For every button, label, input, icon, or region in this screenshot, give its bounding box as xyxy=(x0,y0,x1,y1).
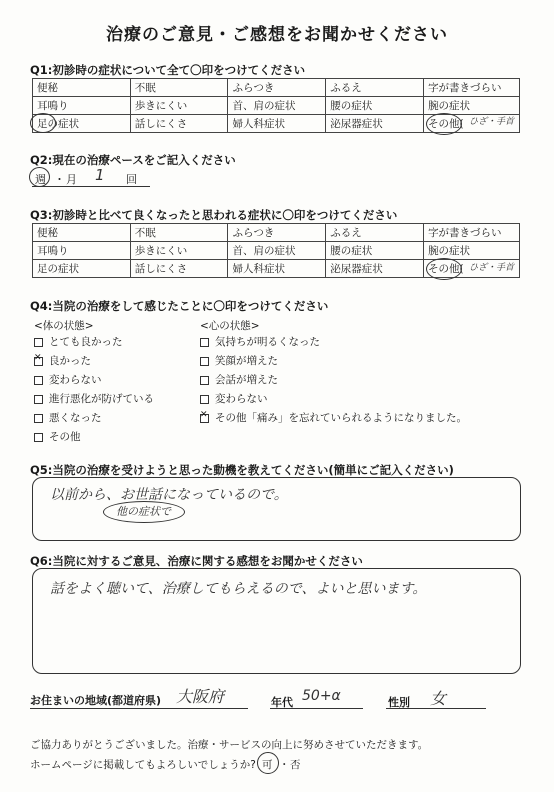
q5-inserted-note: 他の症状で xyxy=(116,505,171,518)
table-row xyxy=(33,224,520,242)
checkbox-icon xyxy=(34,376,43,385)
symptom-cell: 歩きにくい xyxy=(130,242,228,260)
symptom-cell: ふるえ xyxy=(326,79,424,97)
q5-answer: 以前から、お世話になっているので。 xyxy=(50,487,288,503)
symptom-cell: 字が書きづらい xyxy=(424,79,520,97)
checkbox-icon xyxy=(200,357,209,366)
symptom-cell: 足の症状 xyxy=(33,115,131,133)
symptom-cell: 首、肩の症状 xyxy=(228,242,326,260)
q1-other-note: ひざ・手首 xyxy=(469,117,515,127)
checkbox-icon xyxy=(34,414,43,423)
permission-yes: 可 xyxy=(262,759,273,771)
q4-body-options xyxy=(34,334,154,448)
symptom-cell: 歩きにくい xyxy=(130,97,228,115)
q2-week-circle xyxy=(29,167,50,187)
symptom-cell: 話しにくさ xyxy=(130,260,228,278)
q2-week: 週 xyxy=(35,173,46,186)
option-item xyxy=(200,410,467,429)
checkbox-icon xyxy=(200,338,209,347)
symptom-cell: 婦人科症状 xyxy=(228,260,326,278)
q2-label: Q2:現在の治療ペースをご記入ください xyxy=(30,153,236,167)
symptom-cell: 便秘 xyxy=(33,79,131,97)
option-label: その他 xyxy=(49,431,81,443)
symptom-cell: 耳鳴り xyxy=(33,242,131,260)
symptom-cell: 腰の症状 xyxy=(326,97,424,115)
option-item xyxy=(34,391,154,410)
age-value: 50+α xyxy=(302,688,341,704)
checked-box-icon xyxy=(34,357,43,366)
thanks-text: ご協力ありがとうございました。治療・サービスの向上に努めさせていただきます。 xyxy=(30,739,429,751)
symptom-cell: 泌尿器症状 xyxy=(326,115,424,133)
option-label: 会話が増えた xyxy=(215,374,278,386)
region-underline xyxy=(30,708,248,709)
page-title: 治療のご意見・ご感想をお聞かせください xyxy=(106,25,448,45)
checkbox-icon xyxy=(34,433,43,442)
symptom-cell: 不眠 xyxy=(130,79,228,97)
region-value: 大阪府 xyxy=(176,687,225,706)
q3-other-note: ひざ・手首 xyxy=(469,263,515,273)
permission-yes-circle xyxy=(257,752,279,774)
option-label: 変わらない xyxy=(49,374,102,386)
option-label: とても良かった xyxy=(49,336,123,348)
q1-mark-other xyxy=(426,113,462,135)
symptom-cell: ふるえ xyxy=(326,224,424,242)
symptom-cell: ふらつき xyxy=(228,79,326,97)
symptom-cell: ふらつき xyxy=(228,224,326,242)
age-underline xyxy=(270,708,363,709)
table-row xyxy=(33,242,520,260)
symptom-cell: その他( xyxy=(424,260,520,278)
symptom-cell: 字が書きづらい xyxy=(424,224,520,242)
permission-question: ホームページに掲載してもよろしいでしょうか? xyxy=(30,759,256,771)
symptom-cell: 首、肩の症状 xyxy=(228,97,326,115)
q4-body-header: <体の状態> xyxy=(34,320,94,332)
symptom-cell: 腕の症状 xyxy=(424,97,520,115)
q2-times: 回 xyxy=(126,173,137,186)
q2-count: 1 xyxy=(95,166,105,184)
gender-value: 女 xyxy=(430,689,447,708)
symptom-cell: 泌尿器症状 xyxy=(326,260,424,278)
q6-answer: 話をよく聴いて、治療してもらえるので、よいと思います。 xyxy=(50,581,427,597)
symptom-cell: 腕の症状 xyxy=(424,242,520,260)
gender-label: 性別 xyxy=(388,696,410,709)
option-label: 変わらない xyxy=(215,393,268,405)
q4-label: Q4:当院の治療をして感じたことに〇印をつけてください xyxy=(30,299,329,313)
option-item xyxy=(34,429,154,448)
table-row xyxy=(33,97,520,115)
option-item xyxy=(34,372,154,391)
checkbox-icon xyxy=(200,376,209,385)
symptom-cell: 腰の症状 xyxy=(326,242,424,260)
option-item xyxy=(200,334,467,353)
option-item xyxy=(34,410,154,429)
q1-label: Q1:初診時の症状について全て〇印をつけてください xyxy=(30,63,306,77)
symptom-cell: 便秘 xyxy=(33,224,131,242)
permission-no: 否 xyxy=(290,759,301,771)
q6-label: Q6:当院に対するご意見、治療に関する感想をお聞かせください xyxy=(30,554,363,568)
checkbox-icon xyxy=(200,395,209,404)
permission-sep: ・ xyxy=(279,759,290,771)
region-label: お住まいの地域(都道府県) xyxy=(30,694,162,707)
symptom-cell: 婦人科症状 xyxy=(228,115,326,133)
q1-mark-leg xyxy=(30,113,56,133)
q3-label: Q3:初診時と比べて良くなったと思われる症状に〇印をつけてください xyxy=(30,208,398,222)
age-label: 年代 xyxy=(271,696,293,709)
option-label: その他「痛み」を忘れていられるようになりました。 xyxy=(215,412,467,424)
q5-label: Q5:当院の治療を受けようと思った動機を教えてください(簡単にご記入ください) xyxy=(30,463,454,477)
table-row xyxy=(33,79,520,97)
option-item xyxy=(34,353,154,372)
q4-mind-header: <心の状態> xyxy=(200,320,260,332)
q2-month: 月 xyxy=(66,173,77,186)
checkbox-icon xyxy=(34,338,43,347)
option-label: 良かった xyxy=(49,355,91,367)
option-item xyxy=(200,353,467,372)
symptom-cell: 耳鳴り xyxy=(33,97,131,115)
option-label: 進行悪化が防げている xyxy=(49,393,154,405)
q3-mark-other xyxy=(426,258,462,280)
option-item xyxy=(200,372,467,391)
option-item xyxy=(200,391,467,410)
option-label: 気持ちが明るくなった xyxy=(215,336,320,348)
symptom-cell: 足の症状 xyxy=(33,260,131,278)
checked-box-icon xyxy=(200,414,209,423)
q2-sep: ・ xyxy=(54,173,65,186)
option-label: 笑顔が増えた xyxy=(215,355,278,367)
option-item xyxy=(34,334,154,353)
symptom-cell: 不眠 xyxy=(130,224,228,242)
q4-mind-options xyxy=(200,334,467,429)
option-label: 悪くなった xyxy=(49,412,102,424)
symptom-cell: その他( xyxy=(424,115,520,133)
checkbox-icon xyxy=(34,395,43,404)
symptom-cell: 話しにくさ xyxy=(130,115,228,133)
